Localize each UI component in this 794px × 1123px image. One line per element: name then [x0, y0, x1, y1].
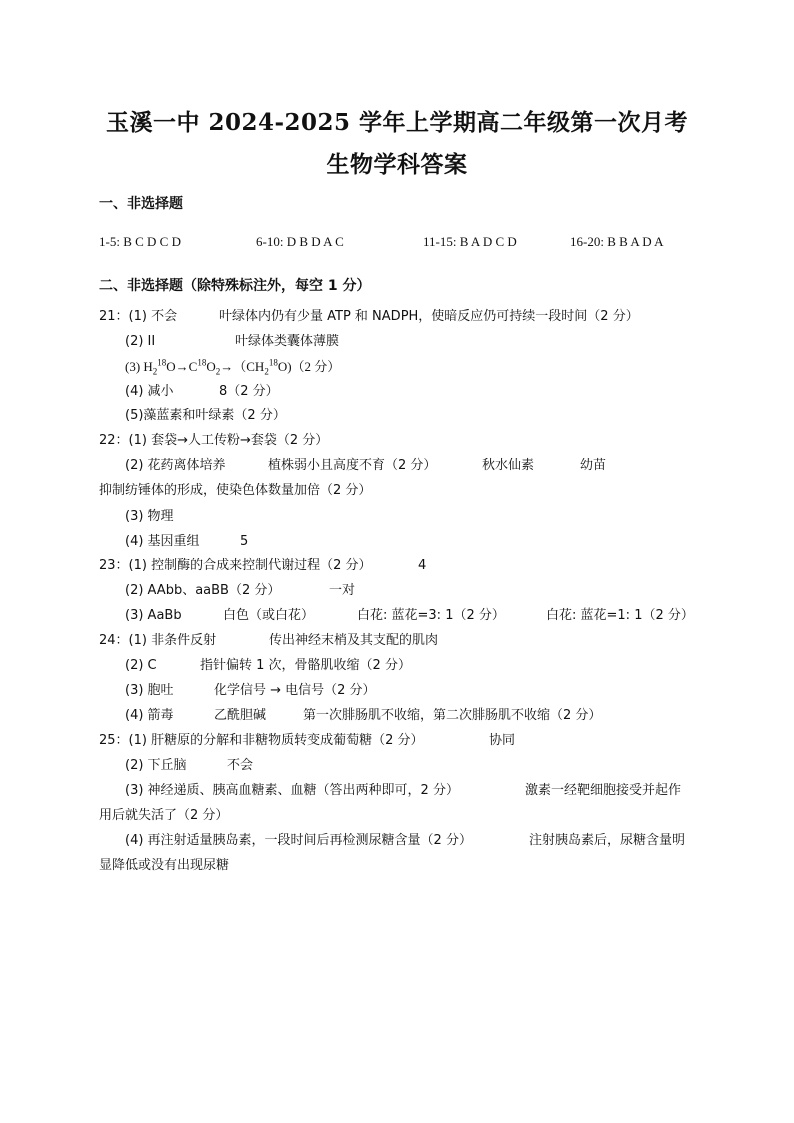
q21-line-1a: 21：(1) 不会 [99, 309, 178, 324]
q24-line-4b: 乙酰胆碱 [214, 708, 267, 723]
q24-line-1a: 24：(1) 非条件反射 [99, 633, 217, 648]
q25-line-6: 显降低或没有出现尿糖 [99, 858, 230, 873]
q21-line-2b: 叶绿体类囊体薄膜 [235, 334, 340, 349]
q25-line-5a: (4) 再注射适量胰岛素，一段时间后再检测尿糖含量（2 分） [125, 833, 472, 848]
q23-line-2a: (2) AAbb、aaBB（2 分） [125, 583, 281, 598]
q24-line-3b: 化学信号 → 电信号（2 分） [214, 683, 376, 698]
q22-line-2d: 幼苗 [580, 458, 607, 473]
q22-line-4: (3) 物理 [125, 509, 174, 524]
q22-line-5a: (4) 基因重组 [125, 534, 200, 549]
q22-line-2c: 秋水仙素 [482, 458, 535, 473]
q22-line-1: 22：(1) 套袋→人工传粉→套袋（2 分） [99, 433, 329, 448]
q23-line-1b: 4 [418, 558, 427, 573]
q21-line-4b: 8（2 分） [219, 384, 279, 399]
q25-line-3b: 激素一经靶细胞接受并起作 [525, 783, 682, 798]
mc-answer-group: 11-15: B A D C D [423, 234, 517, 249]
q22-line-2a: (2) 花药离体培养 [125, 458, 226, 473]
q23-line-1a: 23：(1) 控制酶的合成来控制代谢过程（2 分） [99, 558, 372, 573]
mc-answer-group: 1-5: B C D C D [99, 234, 181, 249]
q24-line-2a: (2) C [125, 658, 157, 673]
q24-line-4c: 第一次腓肠肌不收缩，第二次腓肠肌不收缩（2 分） [303, 708, 602, 723]
q23-line-3c: 白花: 蓝花=3: 1（2 分） [357, 608, 505, 623]
q24-line-3a: (3) 胞吐 [125, 683, 174, 698]
q21-line-4a: (4) 减小 [125, 384, 174, 399]
section-heading-1: 一、非选择题 [99, 196, 183, 212]
q25-line-3a: (3) 神经递质、胰高血糖素、血糖（答出两种即可，2 分） [125, 783, 459, 798]
q24-line-2b: 指针偏转 1 次，骨骼肌收缩（2 分） [200, 658, 411, 673]
q22-line-3: 抑制纺锤体的形成，使染色体数量加倍（2 分） [99, 483, 372, 498]
q23-line-3a: (3) AaBb [125, 608, 182, 623]
q25-line-4: 用后就失活了（2 分） [99, 808, 229, 823]
q25-line-1b: 协同 [489, 733, 516, 748]
q22-line-5b: 5 [240, 534, 249, 549]
multiple-choice-answers [99, 234, 719, 252]
q21-line-5: (5)藻蓝素和叶绿素（2 分） [125, 408, 286, 423]
mc-answer-group: 6-10: D B D A C [256, 234, 344, 249]
q23-line-2b: 一对 [329, 583, 356, 598]
mc-answer-group: 16-20: B B A D A [570, 234, 664, 249]
q23-line-3b: 白色（或白花） [223, 608, 315, 623]
q24-line-4a: (4) 箭毒 [125, 708, 174, 723]
section-heading-2: 二、非选择题（除特殊标注外，每空 1 分） [99, 278, 371, 294]
page-title: 玉溪一中 2024-2025 学年上学期高二年级第一次月考 [105, 109, 689, 136]
q25-line-5b: 注射胰岛素后，尿糖含量明 [529, 833, 686, 848]
q23-line-3d: 白花: 蓝花=1: 1（2 分） [546, 608, 694, 623]
q22-line-2b: 植株弱小且高度不育（2 分） [268, 458, 437, 473]
page-subtitle: 生物学科答案 [326, 151, 468, 178]
q21-line-2a: (2) II [125, 334, 156, 349]
q25-line-2b: 不会 [227, 758, 254, 773]
q25-line-2a: (2) 下丘脑 [125, 758, 187, 773]
q24-line-1b: 传出神经末梢及其支配的肌肉 [269, 633, 439, 648]
q21-line-1b: 叶绿体内仍有少量 ATP 和 NADPH，使暗反应仍可持续一段时间（2 分） [219, 309, 639, 324]
q21-line-3-equation: (3) $H_2^{18}O\to C^{18}O_2\to(CH_2^{18}O)(2$ 分） [125, 357, 341, 377]
q25-line-1a: 25：(1) 肝糖原的分解和非糖物质转变成葡萄糖（2 分） [99, 733, 424, 748]
